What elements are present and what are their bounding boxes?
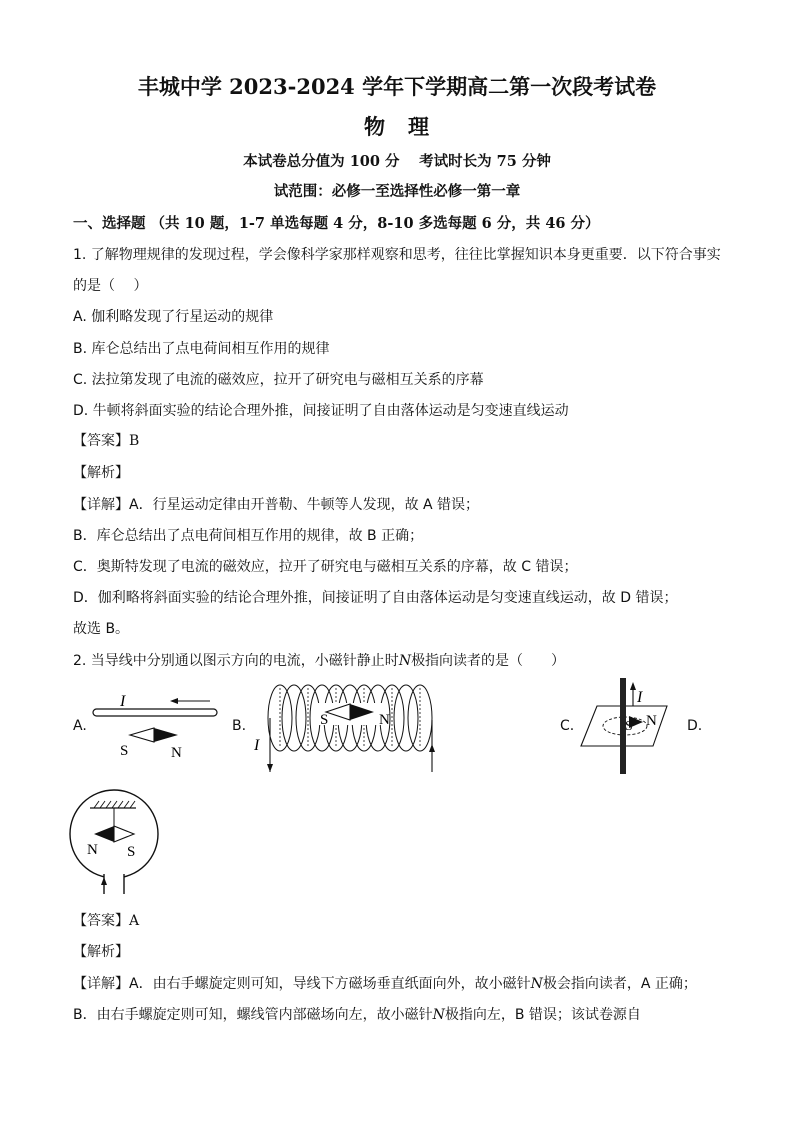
q1-explanation-line: D．伽利略将斜面实验的结论合理外推，间接证明了自由落体运动是匀变速直线运动，故 D 错误；	[73, 590, 678, 606]
exam-scope: 试范围：必修一至选择性必修一第一章	[273, 183, 521, 200]
compass-needle-n	[94, 826, 114, 842]
q1-analysis-label: 【解析】	[73, 465, 129, 481]
figure-a-label: A.	[73, 718, 87, 734]
pole-n-label: N	[379, 712, 390, 728]
compass-needle-n	[154, 728, 178, 742]
answer-value: A	[129, 913, 140, 929]
section-heading: 一、选择题 （共 10 题，1-7 单选每题 4 分，8-10 多选每题 6 分，共 46 分）	[73, 215, 600, 232]
support-hatching	[94, 801, 135, 808]
q2-exp-pole: N	[432, 1007, 445, 1023]
q1-option-c: C. 法拉第发现了电流的磁效应，拉开了研究电与磁相互关系的序幕	[73, 372, 484, 388]
current-label: I	[254, 737, 260, 754]
pole-n-label: N	[646, 713, 657, 729]
current-arrowhead-up	[429, 744, 435, 752]
loop-gap	[104, 872, 124, 880]
q1-option-d: D. 牛顿将斜面实验的结论合理外推，间接证明了自由落体运动是匀变速直线运动	[73, 403, 569, 419]
compass-needle-s	[130, 728, 154, 742]
q1-stem-line2: 的是（ ）	[73, 278, 148, 294]
q1-stem-line1: 1. 了解物理规律的发现过程，学会像科学家那样观察和思考，往往比掌握知识本身更重要．以下符合事实	[73, 247, 721, 263]
subject-title: 物 理	[364, 114, 430, 139]
pole-s-label: S	[320, 712, 329, 728]
pole-s-label: S	[120, 743, 129, 759]
figure-c-vertical-wire-diagram	[575, 676, 675, 776]
figure-c-label: C.	[560, 718, 575, 734]
q2-exp-text: 【详解】A．由右手螺旋定则可知，导线下方磁场垂直纸面向外，故小磁针	[73, 976, 531, 992]
figure-d-label: D.	[687, 718, 703, 734]
q2-analysis-label: 【解析】	[73, 944, 129, 960]
straight-wire	[93, 709, 217, 716]
q2-explanation-line	[73, 973, 697, 993]
compass-needle-s	[114, 826, 134, 842]
exam-title: 丰城中学 2023-2024 学年下学期高二第一次段考试卷	[137, 74, 657, 99]
figure-d-loop-diagram	[68, 788, 168, 896]
pole-n-label: N	[171, 745, 182, 761]
q2-explanation-line	[73, 1004, 641, 1024]
q2-answer	[73, 910, 139, 930]
q1-option-b: B. 库仑总结出了点电荷间相互作用的规律	[73, 341, 330, 357]
q2-exp-text-end: 极指向左，B 错误；该试卷源自	[444, 1007, 641, 1023]
current-label: I	[637, 689, 643, 706]
pole-s-label: S	[127, 844, 136, 860]
figure-a-wire-diagram	[90, 685, 225, 765]
current-arrowhead	[630, 682, 636, 690]
pole-n-label: N	[87, 842, 98, 858]
q1-explanation-line: C．奥斯特发现了电流的磁效应，拉开了研究电与磁相互关系的序幕，故 C 错误；	[73, 559, 578, 575]
q2-stem-text-end: 极指向读者的是（ ）	[411, 653, 566, 669]
q2-exp-pole: N	[530, 976, 543, 992]
q1-explanation-line: 故选 B。	[73, 621, 130, 637]
figure-b-label: B.	[232, 718, 247, 734]
current-arrowhead	[170, 698, 178, 704]
q1-answer	[73, 430, 139, 450]
current-label: I	[120, 693, 126, 710]
answer-value: B	[129, 433, 140, 449]
pole-s-label: S	[625, 719, 633, 734]
figure-b-solenoid-diagram	[250, 678, 450, 778]
q2-exp-text-end: 极会指向读者，A 正确；	[542, 976, 697, 992]
q1-option-a: A. 伽利略发现了行星运动的规律	[73, 309, 274, 325]
q1-explanation-line: B．库仑总结出了点电荷间相互作用的规律，故 B 正确；	[73, 528, 424, 544]
answer-label: 【答案】	[73, 433, 129, 449]
q2-exp-text: B．由右手螺旋定则可知，螺线管内部磁场向左，故小磁针	[73, 1007, 433, 1023]
exam-info: 本试卷总分值为 100 分 考试时长为 75 分钟	[243, 153, 551, 170]
current-arrowhead-down	[267, 764, 273, 772]
q1-explanation-line: 【详解】A．行星运动定律由开普勒、牛顿等人发现，故 A 错误；	[73, 497, 480, 513]
q2-stem	[73, 650, 565, 670]
q2-stem-text: 2. 当导线中分别通以图示方向的电流，小磁针静止时	[73, 653, 399, 669]
answer-label: 【答案】	[73, 913, 129, 929]
q2-stem-pole: N	[398, 653, 412, 669]
